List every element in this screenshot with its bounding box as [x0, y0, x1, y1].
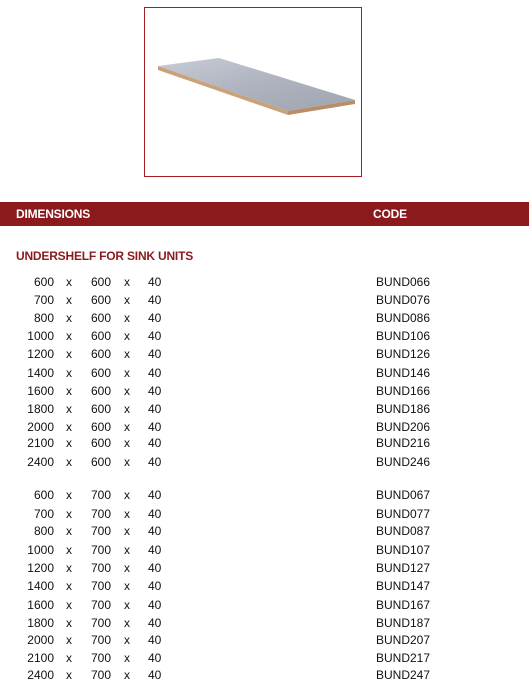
row-height: 40 [148, 488, 162, 502]
row-width: 700 [91, 651, 112, 665]
row-code: BUND216 [376, 436, 431, 450]
row-height: 40 [148, 543, 162, 557]
row-code: BUND147 [376, 579, 431, 593]
row-width: 700 [91, 633, 112, 647]
row-length: 2400 [27, 455, 54, 469]
row-separator: x [124, 543, 130, 557]
table-row [0, 293, 529, 310]
row-length: 1600 [27, 384, 54, 398]
row-width: 600 [91, 402, 112, 416]
row-width: 700 [91, 488, 112, 502]
row-separator: x [124, 436, 130, 450]
row-separator: x [124, 329, 130, 343]
row-height: 40 [148, 561, 162, 575]
row-separator: x [66, 384, 72, 398]
table-row [0, 311, 529, 328]
row-width: 600 [91, 275, 112, 289]
row-separator: x [66, 293, 72, 307]
row-height: 40 [148, 455, 162, 469]
row-width: 600 [91, 347, 112, 361]
row-separator: x [66, 488, 72, 502]
row-width: 700 [91, 543, 112, 557]
row-length: 2000 [27, 420, 54, 434]
row-length: 700 [33, 293, 54, 307]
row-code: BUND217 [376, 651, 431, 665]
row-separator: x [66, 455, 72, 469]
undershelf-illustration [145, 8, 363, 178]
row-code: BUND066 [376, 275, 431, 289]
row-length: 1600 [27, 598, 54, 612]
row-width: 700 [91, 616, 112, 630]
table-row [0, 488, 529, 505]
table-row [0, 616, 529, 633]
row-separator: x [124, 633, 130, 647]
row-separator: x [124, 275, 130, 289]
row-height: 40 [148, 329, 162, 343]
row-length: 2100 [27, 651, 54, 665]
row-separator: x [66, 616, 72, 630]
row-height: 40 [148, 402, 162, 416]
table-row [0, 651, 529, 668]
table-row [0, 524, 529, 541]
dimensions-header: DIMENSIONS [16, 207, 91, 221]
row-width: 700 [91, 598, 112, 612]
row-code: BUND166 [376, 384, 431, 398]
row-length: 600 [33, 488, 54, 502]
row-height: 40 [148, 633, 162, 647]
row-height: 40 [148, 598, 162, 612]
table-row [0, 420, 529, 437]
table-row [0, 366, 529, 383]
row-separator: x [124, 347, 130, 361]
row-separator: x [66, 275, 72, 289]
row-code: BUND086 [376, 311, 431, 325]
row-height: 40 [148, 436, 162, 450]
row-code: BUND087 [376, 524, 431, 538]
table-row [0, 579, 529, 596]
row-separator: x [66, 436, 72, 450]
row-separator: x [66, 598, 72, 612]
row-length: 1000 [27, 329, 54, 343]
table-row [0, 543, 529, 560]
row-height: 40 [148, 366, 162, 380]
row-code: BUND246 [376, 455, 431, 469]
row-height: 40 [148, 420, 162, 434]
row-code: BUND107 [376, 543, 431, 557]
row-height: 40 [148, 668, 162, 682]
table-row [0, 507, 529, 524]
row-separator: x [124, 402, 130, 416]
row-separator: x [124, 488, 130, 502]
row-separator: x [124, 616, 130, 630]
row-separator: x [66, 329, 72, 343]
row-separator: x [124, 598, 130, 612]
row-code: BUND247 [376, 668, 431, 682]
row-width: 600 [91, 384, 112, 398]
row-code: BUND167 [376, 598, 431, 612]
table-row [0, 633, 529, 650]
table-row [0, 598, 529, 615]
row-code: BUND076 [376, 293, 431, 307]
row-separator: x [124, 561, 130, 575]
row-separator: x [124, 420, 130, 434]
section-title: UNDERSHELF FOR SINK UNITS [16, 249, 194, 263]
row-length: 1400 [27, 579, 54, 593]
row-code: BUND146 [376, 366, 431, 380]
row-height: 40 [148, 651, 162, 665]
row-code: BUND077 [376, 507, 431, 521]
row-length: 1400 [27, 366, 54, 380]
row-height: 40 [148, 275, 162, 289]
row-code: BUND126 [376, 347, 431, 361]
table-row [0, 329, 529, 346]
row-separator: x [66, 402, 72, 416]
code-header: CODE [373, 207, 407, 221]
row-height: 40 [148, 384, 162, 398]
row-width: 600 [91, 436, 112, 450]
row-separator: x [66, 561, 72, 575]
row-code: BUND206 [376, 420, 431, 434]
row-height: 40 [148, 347, 162, 361]
row-length: 1800 [27, 402, 54, 416]
row-length: 2400 [27, 668, 54, 682]
product-image-frame [144, 7, 362, 177]
table-row [0, 275, 529, 292]
row-separator: x [66, 524, 72, 538]
row-height: 40 [148, 524, 162, 538]
table-row [0, 668, 529, 685]
row-separator: x [66, 507, 72, 521]
row-separator: x [124, 668, 130, 682]
row-separator: x [124, 507, 130, 521]
row-width: 700 [91, 579, 112, 593]
row-width: 600 [91, 420, 112, 434]
row-separator: x [66, 420, 72, 434]
row-separator: x [124, 366, 130, 380]
row-height: 40 [148, 311, 162, 325]
row-width: 600 [91, 366, 112, 380]
row-length: 2100 [27, 436, 54, 450]
row-length: 800 [33, 311, 54, 325]
row-separator: x [66, 633, 72, 647]
row-length: 1200 [27, 561, 54, 575]
row-separator: x [124, 293, 130, 307]
row-length: 2000 [27, 633, 54, 647]
row-width: 700 [91, 561, 112, 575]
row-width: 600 [91, 311, 112, 325]
row-length: 800 [33, 524, 54, 538]
row-width: 600 [91, 329, 112, 343]
row-height: 40 [148, 579, 162, 593]
row-separator: x [124, 651, 130, 665]
row-code: BUND207 [376, 633, 431, 647]
table-row [0, 455, 529, 472]
row-separator: x [124, 311, 130, 325]
row-code: BUND187 [376, 616, 431, 630]
row-height: 40 [148, 507, 162, 521]
row-length: 1000 [27, 543, 54, 557]
row-code: BUND106 [376, 329, 431, 343]
row-length: 600 [33, 275, 54, 289]
table-row [0, 347, 529, 364]
table-row [0, 402, 529, 419]
row-separator: x [66, 651, 72, 665]
row-separator: x [66, 311, 72, 325]
row-length: 1800 [27, 616, 54, 630]
row-separator: x [124, 524, 130, 538]
row-code: BUND127 [376, 561, 431, 575]
row-width: 700 [91, 668, 112, 682]
row-separator: x [66, 366, 72, 380]
row-height: 40 [148, 616, 162, 630]
row-width: 700 [91, 507, 112, 521]
row-separator: x [66, 347, 72, 361]
row-width: 600 [91, 293, 112, 307]
row-separator: x [124, 579, 130, 593]
row-separator: x [66, 668, 72, 682]
row-height: 40 [148, 293, 162, 307]
table-row [0, 384, 529, 401]
row-code: BUND186 [376, 402, 431, 416]
row-width: 600 [91, 455, 112, 469]
row-separator: x [66, 579, 72, 593]
row-separator: x [124, 455, 130, 469]
table-row [0, 561, 529, 578]
row-width: 700 [91, 524, 112, 538]
row-separator: x [66, 543, 72, 557]
table-row [0, 436, 529, 453]
row-separator: x [124, 384, 130, 398]
row-code: BUND067 [376, 488, 431, 502]
table-header-bar [0, 202, 529, 226]
row-length: 700 [33, 507, 54, 521]
row-length: 1200 [27, 347, 54, 361]
